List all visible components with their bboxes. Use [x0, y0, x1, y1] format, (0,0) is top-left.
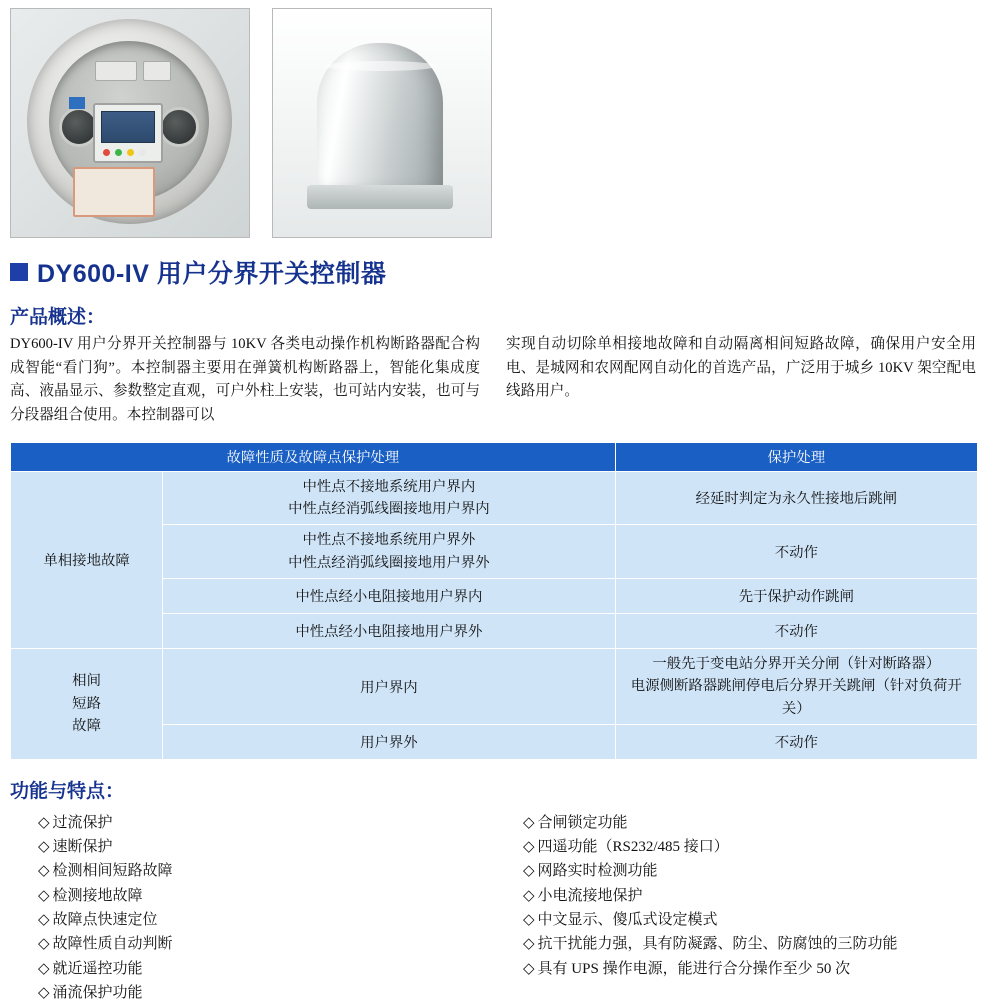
- diamond-bullet-icon: ◇: [523, 960, 535, 977]
- feature-item-label: 检测接地故障: [52, 887, 143, 904]
- feature-item-label: 具有 UPS 操作电源，能进行合分操作至少 50 次: [537, 960, 851, 977]
- product-photos: [0, 0, 990, 238]
- diamond-bullet-icon: ◇: [38, 839, 50, 856]
- page-title: [10, 254, 990, 290]
- photo-controller-open-view: [10, 8, 250, 238]
- fault-protection-table: [10, 442, 978, 760]
- controller-cover-base: [307, 185, 453, 209]
- feature-item: [38, 932, 495, 956]
- fault-category-phase-short: 相间 短路 故障: [11, 648, 163, 759]
- feature-item: [38, 811, 495, 835]
- fault-condition: 用户界内: [163, 648, 615, 724]
- table-row: [11, 648, 978, 724]
- controller-port-right: [159, 107, 199, 147]
- feature-item-label: 四遥功能（RS232/485 接口）: [537, 839, 729, 856]
- fault-action: 不动作: [615, 525, 977, 579]
- overview-text-left: DY600-IV 用户分界开关控制器与 10KV 各类电动操作机构断路器配合构成智能“看门狗”。本控制器主要用在弹簧机构断路器上，智能化集成度高、液晶显示、参数整定直观，可户外柱上安装，也可站内安装，也可与分段器组合使用。本控制器可以: [10, 336, 480, 423]
- fault-category-single-phase: 单相接地故障: [11, 471, 163, 648]
- led-green: [115, 149, 122, 156]
- led-white: [139, 149, 146, 156]
- controller-display-housing: [93, 103, 163, 163]
- fault-condition: 中性点经小电阻接地用户界外: [163, 613, 615, 648]
- feature-item: [523, 932, 980, 956]
- feature-item-label: 故障点快速定位: [52, 912, 158, 929]
- diamond-bullet-icon: ◇: [523, 936, 535, 953]
- overview-text-right: 实现自动切除单相接地故障和自动隔离相间短路故障，确保用户安全用电、是城网和农网配网自动化的首选产品，广泛用于城乡 10KV 架空配电线路用户。: [506, 336, 976, 400]
- product-title-text: DY600-IV 用户分界开关控制器: [37, 260, 387, 288]
- diamond-bullet-icon: ◇: [523, 863, 535, 880]
- feature-item: [523, 957, 980, 981]
- feature-item: [38, 908, 495, 932]
- led-yellow: [127, 149, 134, 156]
- feature-item: [38, 835, 495, 859]
- feature-item: [38, 859, 495, 883]
- feature-item-label: 故障性质自动判断: [52, 936, 173, 953]
- feature-item: [38, 981, 495, 1005]
- led-red: [103, 149, 110, 156]
- diamond-bullet-icon: ◇: [523, 912, 535, 929]
- diamond-bullet-icon: ◇: [523, 814, 535, 831]
- table-header-fault: 故障性质及故障点保护处理: [11, 442, 616, 471]
- diamond-bullet-icon: ◇: [38, 960, 50, 977]
- feature-item: [523, 908, 980, 932]
- overview-column-left: [10, 333, 480, 428]
- feature-item: [38, 884, 495, 908]
- feature-item-label: 中文显示、傻瓜式设定模式: [537, 912, 718, 929]
- controller-blue-marker: [69, 97, 85, 109]
- feature-item-label: 速断保护: [52, 839, 113, 856]
- controller-top-tab-2: [143, 61, 171, 81]
- table-header-action: 保护处理: [615, 442, 977, 471]
- square-bullet-icon: [10, 263, 28, 281]
- controller-label-plate: [73, 167, 155, 217]
- feature-item: [38, 957, 495, 981]
- feature-item-label: 合闸锁定功能: [537, 814, 628, 831]
- table-header-row: [11, 442, 978, 471]
- feature-item-label: 涌流保护功能: [52, 984, 143, 1001]
- feature-item: [523, 811, 980, 835]
- controller-lcd: [101, 111, 155, 143]
- section-heading-overview: 产品概述：: [10, 307, 106, 328]
- fault-condition: 用户界外: [163, 724, 615, 759]
- fault-condition: 中性点不接地系统用户界内 中性点经消弧线圈接地用户界内: [163, 471, 615, 525]
- feature-item-label: 抗干扰能力强，具有防凝露、防尘、防腐蚀的三防功能: [537, 936, 898, 953]
- table-row: [11, 471, 978, 525]
- fault-condition: 中性点不接地系统用户界外 中性点经消弧线圈接地用户界外: [163, 525, 615, 579]
- diamond-bullet-icon: ◇: [38, 936, 50, 953]
- section-heading-features: 功能与特点：: [10, 780, 125, 802]
- controller-dome-highlight: [325, 61, 437, 71]
- feature-item-label: 检测相间短路故障: [52, 863, 173, 880]
- diamond-bullet-icon: ◇: [38, 984, 50, 1001]
- overview-column-right: [506, 333, 976, 428]
- photo-controller-cover-view: [272, 8, 492, 238]
- overview-body: [10, 333, 980, 428]
- features-list-right: [495, 811, 980, 981]
- feature-item: [523, 835, 980, 859]
- diamond-bullet-icon: ◇: [38, 814, 50, 831]
- fault-action: 先于保护动作跳闸: [615, 578, 977, 613]
- feature-item-label: 过流保护: [52, 814, 113, 831]
- diamond-bullet-icon: ◇: [38, 863, 50, 880]
- feature-item-label: 网路实时检测功能: [537, 863, 658, 880]
- fault-action: 不动作: [615, 613, 977, 648]
- feature-item-label: 就近遥控功能: [52, 960, 143, 977]
- fault-action: 不动作: [615, 724, 977, 759]
- feature-item-label: 小电流接地保护: [537, 887, 643, 904]
- feature-item: [523, 884, 980, 908]
- controller-top-tab: [95, 61, 137, 81]
- diamond-bullet-icon: ◇: [38, 912, 50, 929]
- fault-condition: 中性点经小电阻接地用户界内: [163, 578, 615, 613]
- feature-item: [523, 859, 980, 883]
- diamond-bullet-icon: ◇: [523, 839, 535, 856]
- diamond-bullet-icon: ◇: [38, 887, 50, 904]
- fault-action: 经延时判定为永久性接地后跳闸: [615, 471, 977, 525]
- diamond-bullet-icon: ◇: [523, 887, 535, 904]
- fault-action: 一般先于变电站分界开关分闸（针对断路器） 电源侧断路器跳闸停电后分界开关跳闸（针对负荷开关）: [615, 648, 977, 724]
